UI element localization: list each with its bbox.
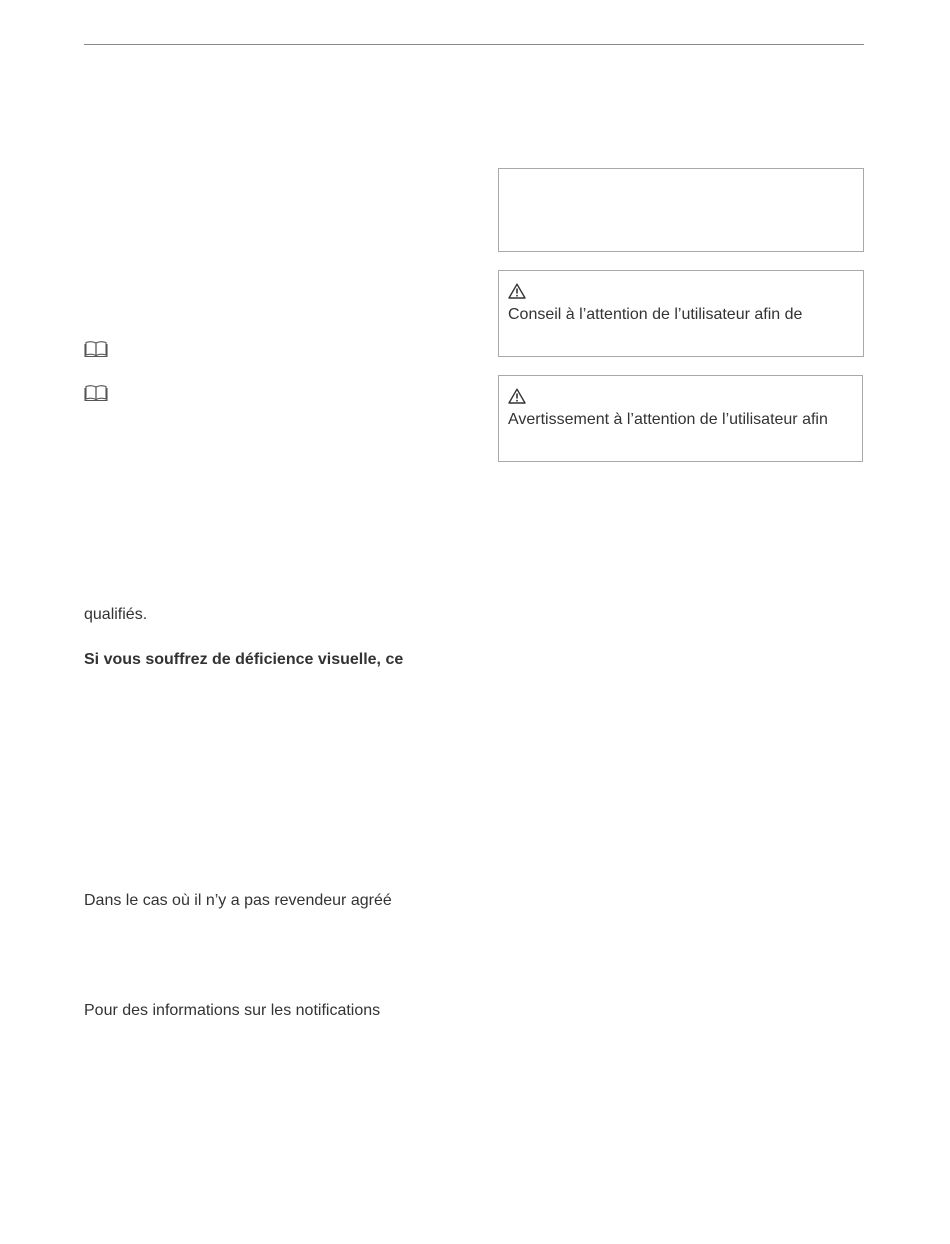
warning-triangle-icon xyxy=(508,283,526,299)
warning-text: Avertissement à l’attention de l’utilisateur afin xyxy=(508,411,828,428)
header-rule xyxy=(84,44,864,45)
dealer-text: Dans le cas où il n’y a pas revendeur agréé xyxy=(84,892,392,909)
warning-box xyxy=(498,375,863,462)
qualifies-text: qualifiés. xyxy=(84,606,148,623)
visual-impairment-heading: Si vous souffrez de déficience visuelle, ce xyxy=(84,651,404,668)
advice-text: Conseil à l’attention de l’utilisateur afin de xyxy=(508,306,803,323)
empty-note-box xyxy=(498,168,864,252)
book-icon xyxy=(84,384,108,402)
book-icon xyxy=(84,340,108,358)
warning-triangle-icon xyxy=(508,388,526,404)
advice-box xyxy=(498,270,864,357)
notifications-text: Pour des informations sur les notifications xyxy=(84,1002,381,1019)
